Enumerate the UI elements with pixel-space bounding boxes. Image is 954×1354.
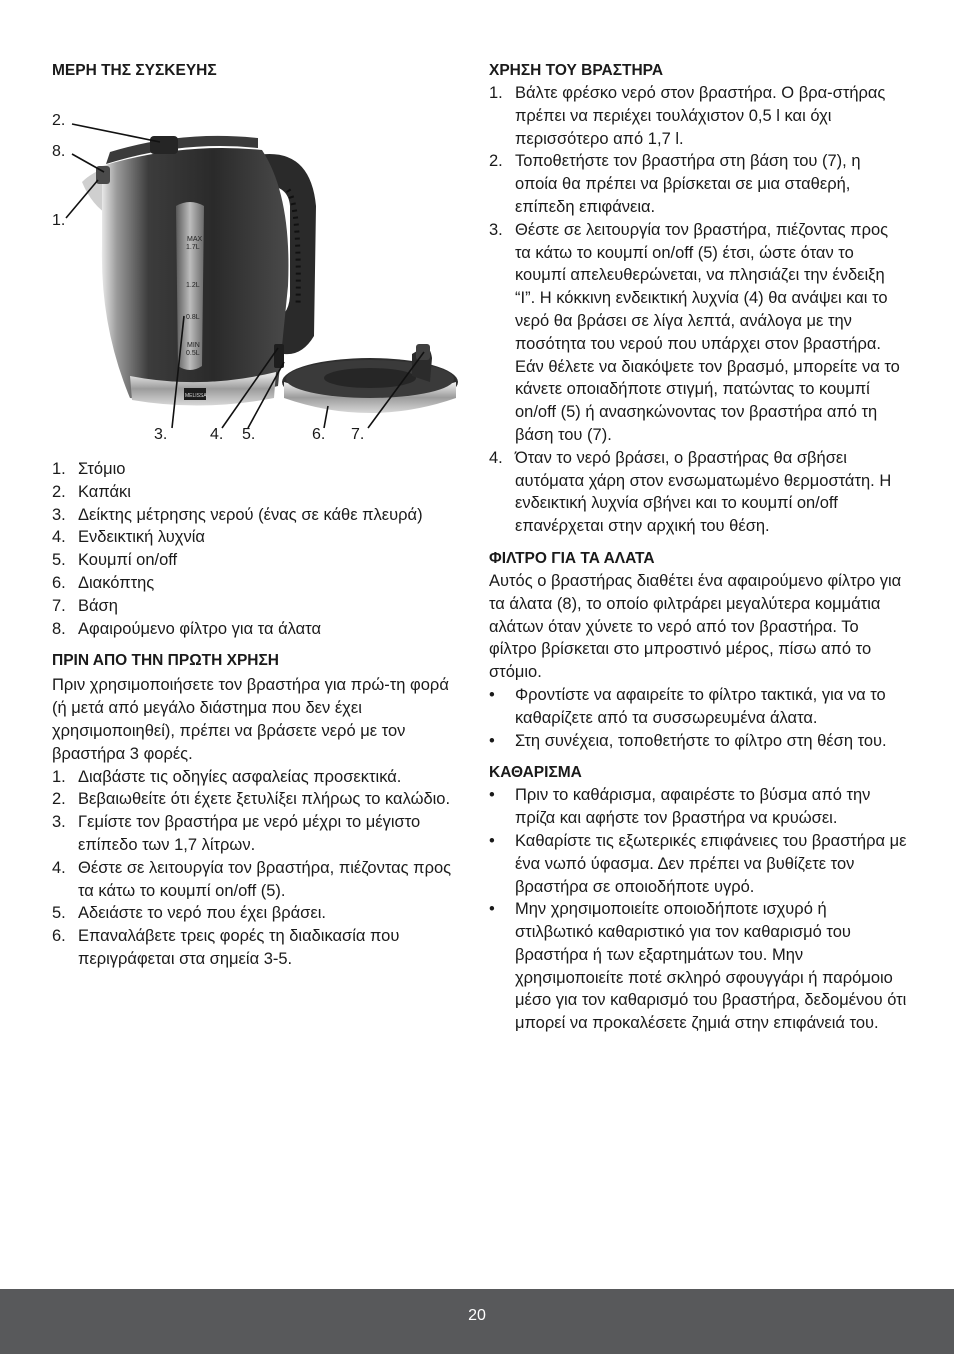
cleaning-heading: ΚΑΘΑΡΙΣΜΑ <box>489 764 582 782</box>
filter-intro: Αυτός ο βραστήρας διαθέτει ένα αφαιρούμενο φίλτρο για τα άλατα (8), το οποίο φιλτράρει μεγαλύτερα κομμάτια αλάτων όταν χύνετε το νερό από τον βραστήρα. Το φίλτρο βρίσκεται στο μπροστινό μέρος, πίσω από το στόμιο. <box>489 571 902 682</box>
scale-level-1: 1.2L <box>186 282 200 289</box>
callout-7: 7. <box>351 426 365 443</box>
list-item: 2. Βεβαιωθείτε ότι έχετε ξετυλίξει πλήρως το καλώδιο. <box>52 790 451 809</box>
filter-bullets <box>489 684 907 752</box>
usage-steps <box>489 82 907 538</box>
usage-heading: ΧΡΗΣΗ ΤΟΥ ΒΡΑΣΤΗΡΑ <box>489 62 664 79</box>
callout-1: 1. <box>52 212 66 229</box>
callout-5: 5. <box>242 426 256 443</box>
parts-heading: ΜΕΡΗ ΤΗΣ ΣΥΣΚΕΥΗΣ <box>52 62 217 79</box>
list-item: 8. Αφαιρούμενο φίλτρο για τα άλατα <box>52 619 321 638</box>
scale-min-value: 0.5L <box>186 350 200 357</box>
page-number: 20 <box>468 1307 486 1324</box>
callout-6: 6. <box>312 426 326 443</box>
brand-label: MELISSA <box>185 393 207 399</box>
callout-3: 3. <box>154 426 168 443</box>
scale-min: MIN <box>187 342 200 349</box>
cleaning-bullets <box>489 784 907 1035</box>
list-item: 1. Βάλτε φρέσκο νερό στον βραστήρα. Ο βρα-στήρας πρέπει να περιέχει τουλάχιστον 0,5 l και όχι περισσότερο από 1,7 l. <box>489 84 886 148</box>
list-item: 2. Τοποθετήστε τον βραστήρα στη βάση του (7), η οποία θα πρέπει να βρίσκεται σε μια σταθερή, επίπεδη επιφάνεια. <box>489 152 861 216</box>
list-item: 6. Διακόπτης <box>52 573 155 592</box>
kettle-body-illustration <box>82 136 316 406</box>
left-column <box>52 60 464 971</box>
callout-4: 4. <box>210 426 224 443</box>
list-item: • Καθαρίστε τις εξωτερικές επιφάνειες του βραστήρα με ένα νωπό ύφασμα. Δεν πρέπει να βυθίζετε τον βραστήρα σε οποιοδήποτε υγρό. <box>489 831 907 896</box>
scale-max: MAX <box>187 236 203 243</box>
list-item: 3. Δείκτης μέτρησης νερού (ένας σε κάθε πλευρά) <box>52 505 423 524</box>
callout-8: 8. <box>52 143 66 160</box>
callout-2: 2. <box>52 112 66 129</box>
list-item: 7. Βάση <box>52 596 118 615</box>
list-item: 4. Ενδεικτική λυχνία <box>52 528 205 547</box>
base-illustration <box>282 344 458 413</box>
list-item: 4. Θέστε σε λειτουργία τον βραστήρα, πιέζοντας προς τα κάτω το κουμπί on/off (5). <box>52 858 452 900</box>
list-item: • Πριν το καθάρισμα, αφαιρέστε το βύσμα από την πρίζα και αφήστε τον βραστήρα να κρυώσει. <box>489 786 871 828</box>
list-item: • Μην χρησιμοποιείτε οποιοδήποτε ισχυρό ή στιλβωτικό καθαριστικό για τον καθαρισμό του βραστήρα ή των εξαρτημάτων του. Μην χρησιμοποιείτε ποτέ σκληρό σφουγγάρι ή παρόμοιο μέσο για τον καθαρισμό του βραστήρα, δεδομένου ότι μπορεί να προκαλέσετε ζημιά στην επιφάνειά του. <box>489 900 907 1033</box>
list-item: 5. Αδειάστε το νερό που έχει βράσει. <box>52 904 326 923</box>
right-column <box>489 60 907 1035</box>
list-item: • Φροντίστε να αφαιρείτε το φίλτρο τακτικά, για να το καθαρίζετε από τα συσσωρευμένα άλατα. <box>489 685 886 727</box>
list-item: 6. Επαναλάβετε τρεις φορές τη διαδικασία που περιγράφεται στα σημεία 3-5. <box>52 927 400 968</box>
filter-heading: ΦΙΛΤΡΟ ΓΙΑ ΤΑ ΑΛΑΤΑ <box>489 549 655 567</box>
list-item: 3. Γεμίστε τον βραστήρα με νερό μέχρι το μέγιστο επίπεδο των 1,7 λίτρων. <box>52 813 421 854</box>
list-item: 1. Διαβάστε τις οδηγίες ασφαλείας προσεκτικά. <box>52 767 402 786</box>
scale-level-2: 0.8L <box>186 314 200 321</box>
before-first-use-intro: Πριν χρησιμοποιήσετε τον βραστήρα για πρώ-τη φορά (ή μετά από μεγάλο διάστημα που δεν έχει χρησιμοποιηθεί), πρέπει να βράσετε νερό με τον βραστήρα 3 φορές. <box>52 676 449 763</box>
before-first-use-steps <box>52 766 464 971</box>
page-footer <box>0 1289 954 1354</box>
kettle-figure <box>52 86 464 458</box>
list-item: 5. Κουμπί on/off <box>52 551 178 570</box>
list-item: 3. Θέστε σε λειτουργία τον βραστήρα, πιέζοντας προς τα κάτω το κουμπί on/off (5) έτσι, ώστε όταν το κουμπί απελευθερώνεται, να πλησιάζει την ένδειξη “I”. Η κόκκινη ενδεικτική λυχνία (4) θα ανάψει και το νερό θα βράσει σε λίγα λεπτά, ανάλογα με την ποσότητα του νερού που υπάρχει στον βραστήρα. Εάν θέλετε να διακόψετε τον βρασμό, μπορείτε να το κάνετε οποιαδήποτε στιγμή, πατώντας το κουμπί on/off (5) ή ανασηκώνοντας τον βραστήρα από τη βάση του (7). <box>489 220 900 444</box>
scale-max-value: 1.7L <box>186 244 200 251</box>
list-item: 1. Στόμιο <box>52 460 126 478</box>
before-first-use-heading: ΠΡΙΝ ΑΠΟ ΤΗΝ ΠΡΩΤΗ ΧΡΗΣΗ <box>52 652 279 670</box>
parts-list <box>52 458 464 640</box>
kettle-illustration <box>52 86 464 458</box>
list-item: 2. Καπάκι <box>52 482 131 501</box>
list-item: • Στη συνέχεια, τοποθετήστε το φίλτρο στη θέση του. <box>489 731 887 750</box>
list-item: 4. Όταν το νερό βράσει, ο βραστήρας θα σβήσει αυτόματα χάρη στον ενσωματωμένο θερμοστάτη. Η ενδεικτική λυχνία σβήνει και το κουμπί on/off επανέρχεται στην αρχική του θέση. <box>489 448 892 536</box>
